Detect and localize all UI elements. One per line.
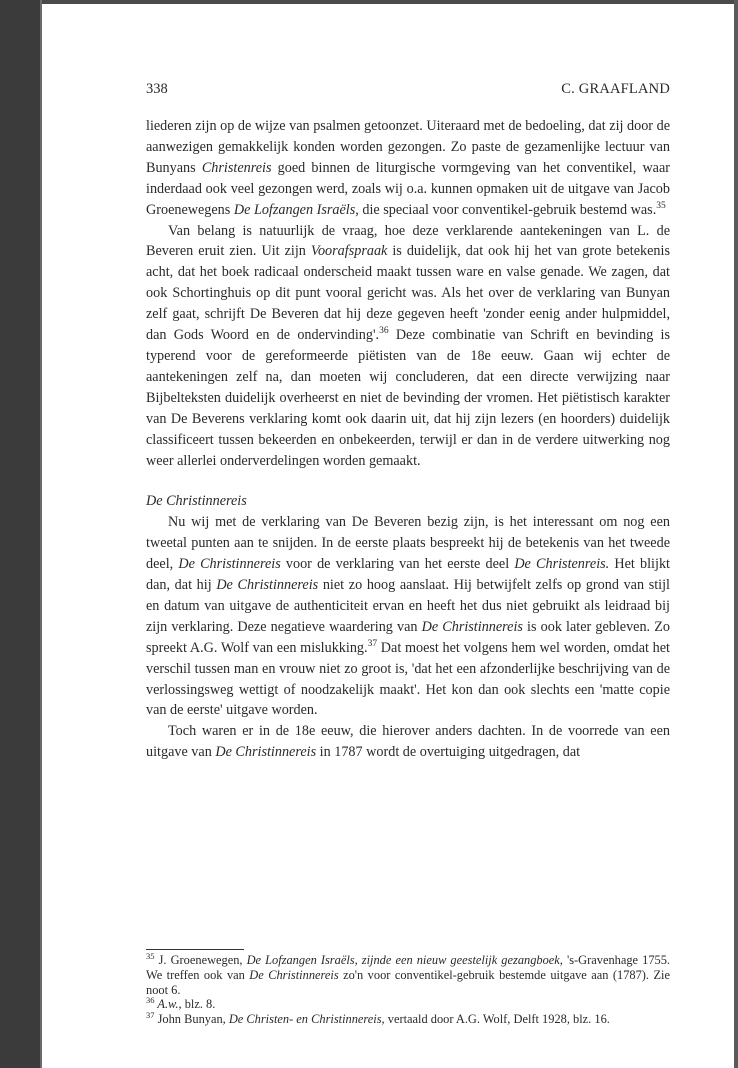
text-run: in 1787 wordt de overtuiging uitgedragen, dat (316, 744, 581, 761)
text-run: Het blijkt dan, dat hij (146, 556, 670, 594)
text-run: blz. 8. (181, 997, 216, 1012)
paragraph-4 (146, 721, 670, 763)
text-run: Nu wij met de verklaring van De Beveren bezig zijn, is het interessant om nog een tweetal punten aan te snijden. In de eerste plaats bespreekt hij de betekenis van het tweede deel, (146, 514, 670, 573)
text-run: Toch waren er in de 18e eeuw, die hierover anders dachten. In de voorrede van een uitgave van (146, 723, 670, 761)
section-heading: De Christinnereis (146, 493, 247, 510)
text-run: is ook later gebleven. Zo spreekt A.G. Wolf van een mislukking. (146, 618, 670, 656)
footnote-ref: 35 (656, 200, 666, 211)
footnote-ref: 36 (146, 995, 155, 1006)
text-run: Deze combinatie van Schrift en bevinding is typerend voor de gereformeerde piëtisten van de 18e eeuw. Gaan wij echter de aantekeningen zelf na, dan moeten wij concluderen, dat een directe verwijzing naar Bijbelteksten duidelijk overheerst en niet de bevinding der vromen. Het piëtistisch karakter van De Beverens verklaring komt ook daarin uit, dat hij zijn lezers (en hoorders) duidelijk classificeert tussen bekeerden en onbekeerden, terwijl er dan in de verdere uitwerking nog weer allerlei onderverdelingen worden gemaakt. (146, 327, 670, 469)
italic-run: De Lofzangen Israëls, zijnde een nieuw geestelijk gezangboek, (246, 953, 563, 967)
running-head-author: C. GRAAFLAND (561, 81, 670, 97)
footnote-36 (146, 997, 670, 1012)
text-run: J. Groenewegen, (154, 953, 247, 967)
text-run: niet zo hoog aanslaat. Hij betwijfelt zelfs op grond van stijl en datum van uitgave de authenticiteit ervan en heeft het dus niet gebruikt als leidraad bij zijn verklaring. Deze negatieve waardering van (146, 577, 670, 635)
footnote-ref: 37 (367, 638, 378, 649)
text-run: Dat moest het volgens hem wel worden, omdat het verschil tussen man en vrouw niet zo groot is, 'dat het een afzonderlijke beschrijving van de verlossingsweg wettigt of noodzakelijk maakt'. Het kon dan ook slechts een 'matte copie van de eerste' uitgave worden. (146, 639, 670, 719)
italic-run: De Christinnereis (215, 744, 317, 761)
paragraph-3 (146, 512, 670, 721)
italic-run: De Christinnereis (249, 967, 339, 982)
footnote-separator (146, 949, 244, 950)
footnotes (146, 953, 670, 1027)
text-run: voor de verklaring van het eerste deel (280, 556, 515, 573)
text-run: goed binnen de liturgische vormgeving van het conventikel, waar inderdaad ook veel gezongen werd, zoals wij o.a. kunnen opmaken uit de uitgave van Jacob Groenewegens (146, 159, 671, 218)
italic-run: De Christinnereis (421, 618, 523, 635)
paragraph-1 (146, 116, 670, 221)
page-number: 338 (146, 81, 168, 97)
italic-run: De Lofzangen Israëls, (233, 201, 359, 218)
italic-run: De Christinnereis (216, 577, 319, 594)
text-run: John Bunyan, (154, 1012, 229, 1027)
footnote-37 (146, 1012, 670, 1027)
footnote-ref: 36 (379, 326, 389, 337)
text-run: die speciaal voor conventikel-gebruik bestemd was. (358, 201, 657, 218)
italic-run: De Christen- en Christinnereis, (228, 1012, 385, 1027)
scan-edge-left (0, 0, 40, 1068)
text-run: 's-Gravenhage 1755. We treffen ook van (146, 953, 670, 982)
text-run: is duidelijk, dat ook hij het van grote betekenis acht, dat het boek radicaal onderscheid maakt tussen ware en valse genade. We zagen, dat ook Schortinghuis op dit punt vooral gericht was. Als het over de verklaring van Bunyan zelf gaat, schrijft De Beveren dat hij deze gegeven heeft 'zonder eenig ander hulpmiddel, dan Gods Woord en de ondervinding'. (146, 243, 670, 344)
italic-run: Christenreis (201, 159, 272, 176)
footnote-ref: 37 (146, 1010, 155, 1021)
italic-run: Voorafspraak (310, 243, 388, 260)
paragraph-2 (146, 221, 670, 472)
footnote-35 (146, 953, 670, 997)
scan-edge-top (0, 0, 738, 4)
italic-run: A.w., (154, 997, 182, 1012)
text-run: vertaald door A.G. Wolf, Delft 1928, blz. 16. (384, 1012, 610, 1027)
text-run: liederen zijn op de wijze van psalmen getoonzet. Uiteraard met de bedoeling, dat zij door de aanwezigen gemakkelijk konden worden gezongen. Zo paste de gezamenlijke lectuur van Bunyans (146, 118, 670, 176)
italic-run: De Christenreis. (514, 556, 610, 573)
running-header (146, 81, 670, 101)
footnote-ref: 35 (146, 951, 155, 961)
body-text (146, 116, 670, 763)
scan-edge-right (734, 0, 738, 1068)
text-run: zo'n voor conventikel-gebruik bestemde uitgave aan (1787). Zie noot 6. (146, 967, 670, 997)
text-run: Van belang is natuurlijk de vraag, hoe deze verklarende aantekeningen van L. de Beveren eruit zien. Uit zijn (146, 222, 670, 260)
scan-edge-left-inner (40, 0, 42, 1068)
italic-run: De Christinnereis (178, 556, 281, 573)
